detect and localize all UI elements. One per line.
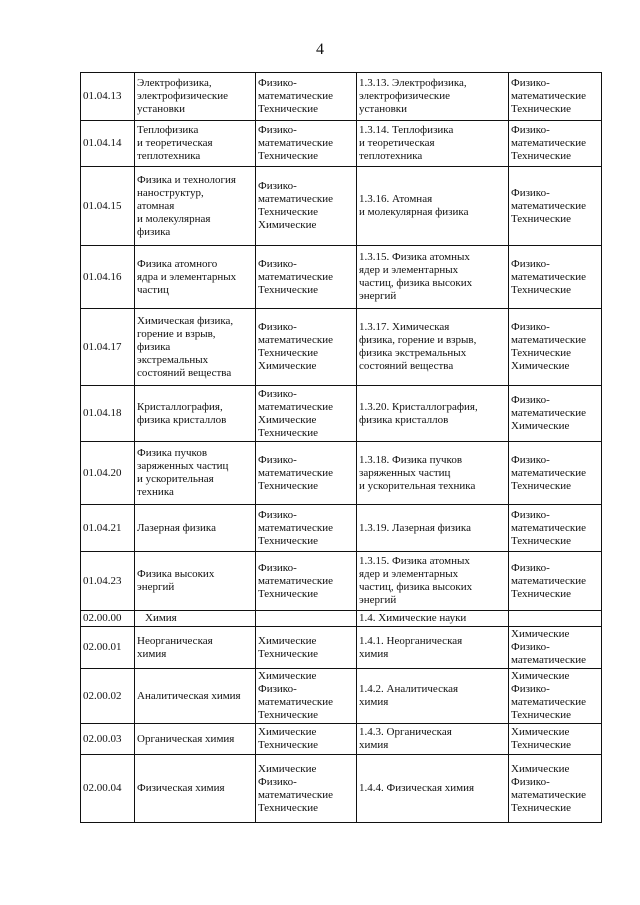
cell-line: Технические (511, 739, 571, 751)
code-cell (81, 627, 135, 669)
cell-line: Физико- (258, 321, 297, 333)
cell-line: частиц (137, 283, 169, 296)
cell-line: Теплофизика (137, 124, 199, 136)
cell-line: математические (511, 137, 587, 149)
cell-line: математические (511, 521, 587, 534)
cell-line: математические (511, 90, 587, 102)
cell-line: экстремальных (137, 353, 209, 366)
cell-line: физика кристаллов (359, 413, 449, 426)
cell-line: 1.4.2. Аналитическая (359, 683, 459, 695)
cell-line: Технические (258, 283, 318, 296)
cell-line: Физико- (511, 683, 550, 695)
cell-line: Технические (511, 534, 571, 547)
cell-line: электрофизические (137, 90, 228, 102)
new-specialty-cell (357, 246, 509, 309)
new-specialty-cell (357, 669, 509, 724)
cell-line: математические (258, 137, 334, 149)
cell-line: математические (258, 270, 334, 283)
old-fields-cell (256, 505, 357, 552)
old-fields-cell (256, 309, 357, 386)
table-row (81, 246, 602, 309)
code-cell (81, 73, 135, 121)
cell-line: Химические (258, 634, 317, 647)
code-cell (81, 246, 135, 309)
cell-line: Физико- (511, 394, 550, 406)
new-specialty-cell (357, 167, 509, 246)
cell-line: Физико- (511, 321, 550, 333)
cell-line: 1.3.14. Теплофизика (359, 124, 454, 136)
cell-line: 1.3.20. Кристаллография, (359, 400, 478, 413)
cell-line: и теоретическая (137, 137, 213, 149)
cell-line: 1.4.4. Физическая химия (359, 782, 475, 794)
cell-line: частиц, физика высоких (359, 277, 473, 289)
code-cell (81, 442, 135, 505)
cell-line: Физико- (258, 387, 297, 400)
cell-line: Технические (511, 801, 571, 814)
cell-line: и молекулярная физика (359, 206, 469, 218)
new-fields-cell (509, 121, 602, 167)
cell-line: Органическая химия (137, 732, 235, 745)
table-row (81, 552, 602, 611)
new-fields-cell (509, 505, 602, 552)
cell-line: ядер и элементарных (359, 568, 459, 580)
specialties-table (80, 72, 602, 823)
new-specialty-cell (357, 755, 509, 823)
cell-line: математические (258, 466, 334, 479)
cell-line: Технические (258, 479, 318, 492)
cell-line: состояний вещества (359, 360, 454, 372)
cell-text: 01.04.16 (83, 270, 122, 283)
cell-line: математические (258, 334, 334, 346)
cell-line: Технические (511, 283, 571, 296)
cell-line: математические (511, 574, 587, 587)
old-name-cell (135, 386, 256, 442)
cell-line: Технические (511, 212, 571, 225)
old-name-cell (135, 246, 256, 309)
cell-line: математические (511, 199, 587, 212)
cell-line: Химические (511, 726, 570, 738)
cell-line: математические (258, 574, 334, 587)
cell-text: 02.00.04 (83, 782, 122, 794)
old-fields-cell (256, 73, 357, 121)
code-cell (81, 755, 135, 823)
cell-line: химия (137, 647, 167, 660)
cell-line: Химические (258, 360, 317, 372)
cell-line: Физико- (511, 77, 550, 89)
new-fields-cell (509, 73, 602, 121)
cell-line: Химические (258, 219, 317, 231)
cell-line: Физико- (511, 257, 550, 270)
cell-line: Физико- (258, 775, 297, 788)
old-fields-cell (256, 611, 357, 627)
cell-line: Химические (511, 628, 570, 640)
cell-text: 01.04.17 (83, 340, 122, 353)
cell-text: 01.04.20 (83, 466, 122, 479)
new-specialty-cell (357, 121, 509, 167)
new-fields-cell (509, 627, 602, 669)
old-name-cell (135, 121, 256, 167)
cell-line: наноструктур, (137, 186, 204, 199)
cell-line: 1.3.15. Физика атомных (359, 555, 470, 567)
cell-text: 02.00.01 (83, 641, 122, 653)
cell-line: химия (359, 739, 389, 751)
code-cell (81, 309, 135, 386)
cell-text: 01.04.14 (83, 137, 122, 149)
new-specialty-cell (357, 442, 509, 505)
cell-text: 01.04.13 (83, 90, 122, 102)
cell-line: Химические (258, 726, 317, 738)
table-row (81, 505, 602, 552)
cell-line: 1.4.1. Неорганическая (359, 634, 463, 647)
cell-line: математические (258, 400, 334, 413)
old-name-cell (135, 611, 256, 627)
new-fields-cell (509, 309, 602, 386)
old-fields-cell (256, 669, 357, 724)
old-fields-cell (256, 627, 357, 669)
cell-line: математические (511, 270, 587, 283)
cell-line: заряженных частиц (137, 460, 229, 472)
new-fields-cell (509, 386, 602, 442)
new-specialty-cell (357, 505, 509, 552)
old-name-cell (135, 505, 256, 552)
new-fields-cell (509, 167, 602, 246)
new-specialty-cell (357, 309, 509, 386)
cell-text: 01.04.21 (83, 521, 122, 534)
cell-line: Кристаллография, (137, 400, 223, 413)
new-fields-cell (509, 755, 602, 823)
cell-text: 01.04.15 (83, 199, 122, 212)
cell-line: математические (511, 466, 587, 479)
cell-line: Физико- (511, 508, 550, 521)
cell-line: Технические (258, 739, 318, 751)
new-fields-cell (509, 246, 602, 309)
old-name-cell (135, 724, 256, 755)
table-row (81, 669, 602, 724)
table-row (81, 627, 602, 669)
old-fields-cell (256, 552, 357, 611)
cell-line: Технические (511, 347, 571, 359)
cell-line: Технические (511, 103, 571, 115)
old-name-cell (135, 309, 256, 386)
cell-line: Физическая химия (137, 782, 225, 794)
cell-line: физика, горение и взрыв, (359, 334, 477, 346)
cell-line: Технические (258, 801, 318, 814)
cell-line: математические (258, 788, 334, 801)
new-fields-cell (509, 724, 602, 755)
cell-line: теплотехника (359, 150, 423, 162)
cell-line: 1.3.17. Химическая (359, 321, 450, 333)
cell-line: химия (359, 696, 389, 708)
cell-line: Лазерная физика (137, 521, 216, 534)
cell-line: установки (137, 103, 186, 115)
cell-line: математические (258, 193, 334, 205)
cell-line: Химические (511, 360, 570, 372)
cell-line: Физико- (258, 180, 297, 192)
old-name-cell (135, 552, 256, 611)
cell-line: Аналитическая химия (137, 689, 241, 702)
cell-line: горение и взрыв, (137, 327, 216, 340)
cell-line: Физико- (511, 561, 550, 574)
cell-text: 01.04.18 (83, 407, 122, 419)
cell-line: атомная (137, 199, 175, 212)
cell-line: Технические (258, 426, 318, 439)
cell-line: Неорганическая (137, 634, 213, 647)
cell-line: техника (137, 486, 174, 498)
cell-line: 1.3.19. Лазерная физика (359, 521, 471, 534)
cell-line: Физико- (511, 453, 550, 466)
code-cell (81, 669, 135, 724)
table-row (81, 73, 602, 121)
cell-line: 1.3.18. Физика пучков (359, 453, 463, 466)
cell-line: 1.4. Химические науки (359, 612, 467, 624)
cell-line: Технические (511, 587, 571, 600)
old-fields-cell (256, 386, 357, 442)
old-fields-cell (256, 246, 357, 309)
cell-line: Технические (258, 709, 318, 721)
cell-line: математические (511, 407, 587, 419)
cell-line: Физико- (258, 683, 297, 695)
cell-line: математические (258, 90, 334, 102)
new-specialty-cell (357, 552, 509, 611)
cell-text: 01.04.23 (83, 574, 122, 587)
cell-line: и ускорительная (137, 473, 214, 485)
cell-line: Физико- (511, 775, 550, 788)
table-row (81, 442, 602, 505)
cell-line: Технические (258, 534, 318, 547)
code-cell (81, 386, 135, 442)
table-row (81, 386, 602, 442)
cell-line: электрофизические (359, 90, 450, 102)
old-fields-cell (256, 121, 357, 167)
table-row (81, 724, 602, 755)
cell-line: Физика атомного (137, 257, 218, 270)
cell-line: математические (511, 788, 587, 801)
old-fields-cell (256, 167, 357, 246)
new-specialty-cell (357, 627, 509, 669)
cell-line: частиц, физика высоких (359, 581, 473, 593)
cell-line: Физико- (258, 257, 297, 270)
cell-line: математические (258, 696, 334, 708)
old-name-cell (135, 73, 256, 121)
cell-line: теплотехника (137, 150, 201, 162)
cell-line: Физико- (511, 186, 550, 199)
cell-line: установки (359, 103, 408, 115)
cell-line: 1.3.15. Физика атомных (359, 251, 470, 263)
new-fields-cell (509, 552, 602, 611)
old-name-cell (135, 669, 256, 724)
cell-line: Физико- (511, 641, 550, 653)
cell-line: Физико- (258, 508, 297, 521)
cell-line: Технические (258, 587, 318, 600)
cell-text: 02.00.03 (83, 732, 122, 745)
cell-line: 1.3.16. Атомная (359, 193, 433, 205)
new-fields-cell (509, 442, 602, 505)
cell-line: Химическая физика, (137, 314, 234, 327)
cell-text: 02.00.00 (83, 612, 122, 624)
cell-text: 02.00.02 (83, 689, 122, 702)
cell-line: Технические (511, 479, 571, 492)
old-fields-cell (256, 442, 357, 505)
cell-line: Химические (511, 762, 570, 775)
cell-line: физика экстремальных (359, 347, 467, 359)
cell-line: Химические (511, 670, 570, 682)
cell-line: Технические (258, 150, 318, 162)
cell-line: заряженных частиц (359, 466, 451, 479)
cell-line: и теоретическая (359, 137, 435, 149)
cell-line: Физико- (258, 453, 297, 466)
table-row (81, 611, 602, 627)
cell-line: Химические (258, 413, 317, 426)
cell-line: Технические (258, 347, 318, 359)
cell-line: и ускорительная техника (359, 479, 476, 492)
table-row (81, 755, 602, 823)
code-cell (81, 505, 135, 552)
old-name-cell (135, 442, 256, 505)
code-cell (81, 552, 135, 611)
cell-line: Физика и технология (137, 173, 236, 186)
cell-line: физика (137, 340, 171, 353)
cell-line: Химические (511, 420, 570, 432)
cell-line: Физико- (258, 561, 297, 574)
code-cell (81, 611, 135, 627)
new-specialty-cell (357, 73, 509, 121)
new-fields-cell (509, 669, 602, 724)
cell-line: химия (359, 647, 389, 660)
cell-line: энергий (359, 594, 397, 606)
cell-line: энергий (359, 290, 397, 302)
cell-line: Физико- (258, 77, 297, 89)
cell-line: математические (511, 654, 587, 666)
page-number: 4 (316, 41, 324, 58)
new-specialty-cell (357, 386, 509, 442)
table-row (81, 167, 602, 246)
old-name-cell (135, 755, 256, 823)
cell-line: Химические (258, 670, 317, 682)
old-fields-cell (256, 724, 357, 755)
cell-line: ядер и элементарных (359, 264, 459, 276)
code-cell (81, 121, 135, 167)
cell-line: ядра и элементарных (137, 270, 237, 283)
cell-line: 1.3.13. Электрофизика, (359, 77, 467, 89)
cell-line: 1.4.3. Органическая (359, 726, 452, 738)
cell-line: Технические (258, 103, 318, 115)
new-fields-cell (509, 611, 602, 627)
cell-line: и молекулярная (137, 212, 211, 225)
code-cell (81, 724, 135, 755)
cell-line: Технические (258, 647, 318, 660)
cell-line: Физико- (511, 124, 550, 136)
old-name-cell (135, 627, 256, 669)
cell-line: математические (511, 334, 587, 346)
cell-line: Химические (258, 762, 317, 775)
cell-line: Физико- (258, 124, 297, 136)
cell-line: Технические (511, 150, 571, 162)
cell-line: Технические (511, 709, 571, 721)
cell-line: Физика высоких (137, 568, 215, 580)
cell-line: математические (511, 696, 587, 708)
cell-line: Химия (145, 612, 177, 624)
table-row (81, 309, 602, 386)
cell-line: энергий (137, 581, 175, 593)
cell-line: состояний вещества (137, 366, 232, 379)
code-cell (81, 167, 135, 246)
cell-line: Физика пучков (137, 447, 208, 459)
new-specialty-cell (357, 724, 509, 755)
new-specialty-cell (357, 611, 509, 627)
cell-line: физика кристаллов (137, 413, 227, 426)
cell-line: Электрофизика, (137, 77, 212, 89)
old-name-cell (135, 167, 256, 246)
cell-line: Технические (258, 206, 318, 218)
table-row (81, 121, 602, 167)
cell-line: математические (258, 521, 334, 534)
cell-line: физика (137, 225, 171, 238)
old-fields-cell (256, 755, 357, 823)
